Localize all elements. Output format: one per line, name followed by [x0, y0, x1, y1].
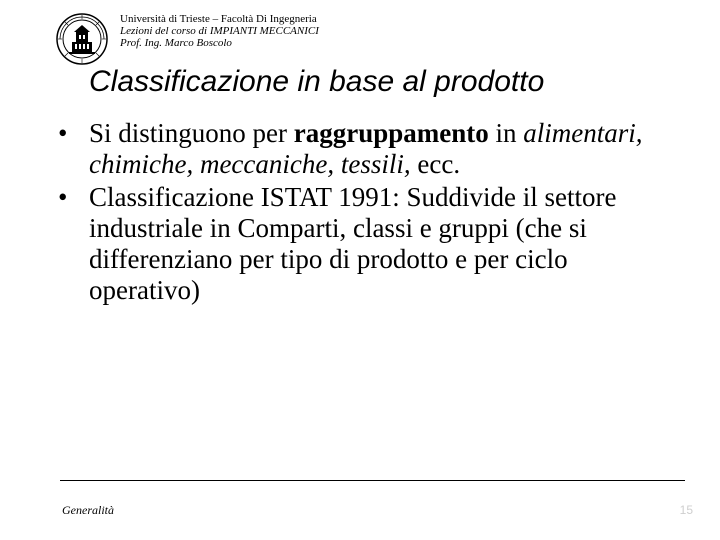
course-header — [120, 13, 319, 49]
footer-section-label: Generalità — [62, 503, 114, 517]
bullet-text-italic: alimentari, chimiche, meccaniche, tessili, — [89, 118, 643, 179]
university-name: Università di Trieste – Facoltà Di Ingegneria — [120, 13, 317, 25]
footer-divider — [60, 480, 685, 481]
slide-title: Classificazione in base al prodotto — [89, 65, 545, 98]
professor-name: Prof. Ing. Marco Boscolo — [120, 37, 232, 49]
bullet-item — [58, 182, 658, 306]
course-name: Lezioni del corso di IMPIANTI MECCANICI — [120, 25, 319, 37]
bullet-text-part: ecc. — [410, 149, 461, 179]
bullet-text-part: Si distinguono per — [89, 118, 294, 148]
bullet-text-bold: raggruppamento — [293, 118, 489, 148]
bullet-list — [58, 118, 658, 308]
university-seal-icon — [55, 12, 109, 66]
bullet-text-part: in — [488, 118, 524, 148]
bullet-dot-icon: • — [58, 118, 68, 148]
bullet-item — [58, 118, 658, 180]
bullet-text: Classificazione ISTAT 1991: Suddivide il settore industriale in Comparti, classi e gruppi (che si differenziano per tipo di prodotto e per ciclo operativo) — [89, 182, 617, 305]
bullet-dot-icon: • — [58, 182, 68, 212]
page-number: 15 — [679, 503, 693, 517]
